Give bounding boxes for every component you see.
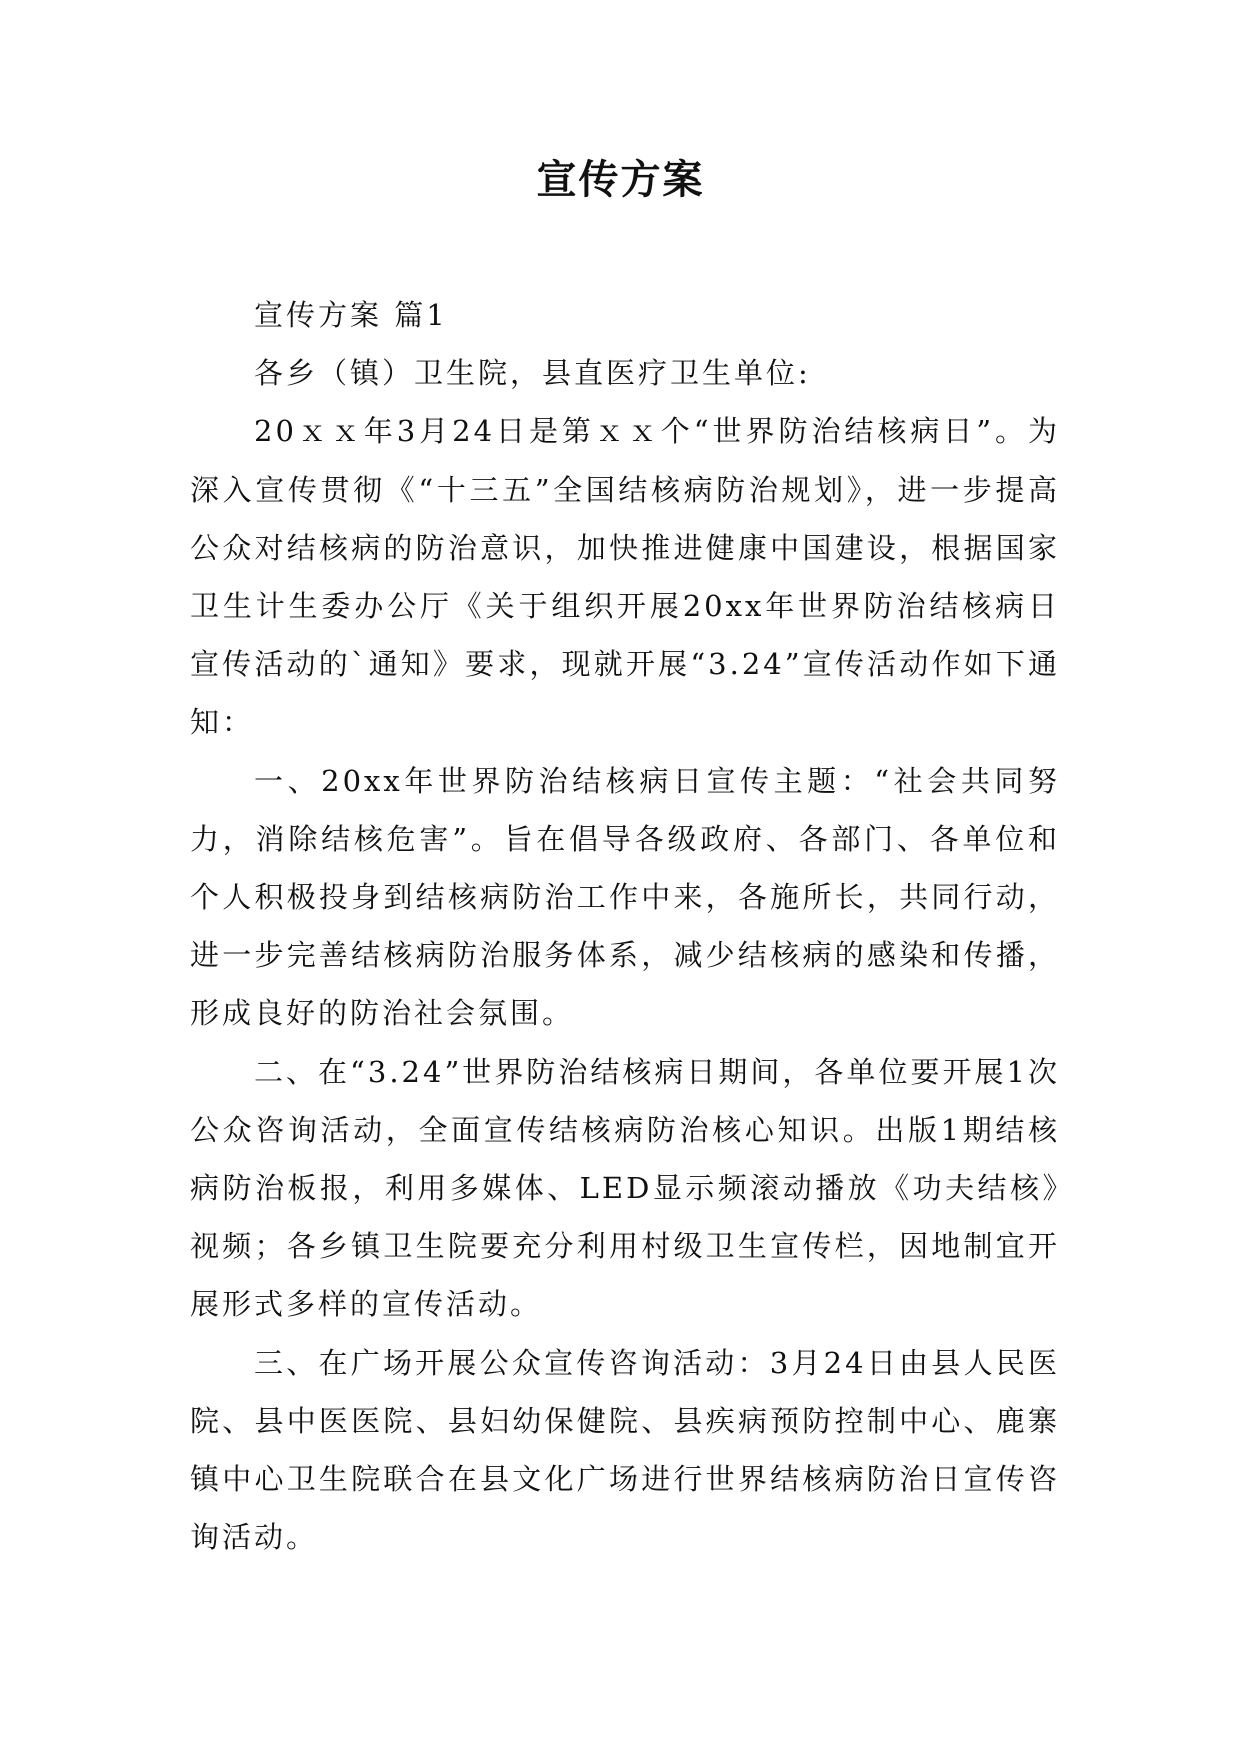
item-two-paragraph: 二、在“3.24”世界防治结核病日期间，各单位要开展1次公众咨询活动，全面宣传结核病防治核心知识。出版1期结核病防治板报，利用多媒体、LED显示频滚动播放《功夫结核》视频；各乡镇卫生院要充分利用村级卫生宣传栏，因地制宜开展形式多样的宣传活动。: [190, 1054, 1060, 1322]
document-title: 宣传方案: [536, 156, 705, 203]
intro-paragraph: 20ｘｘ年3月24日是第ｘｘ个“世界防治结核病日”。为深入宣传贯彻《“十三五”全国结核病防治规划》，进一步提高公众对结核病的防治意识，加快推进健康中国建设，根据国家卫生计生委办公厅《关于组织开展20xx年世界防治结核病日宣传活动的`通知》要求，现就开展“3.24”宣传活动作如下通知：: [190, 414, 1060, 740]
document-body: [190, 286, 1060, 1566]
salutation: 各乡（镇）卫生院，县直医疗卫生单位:: [254, 356, 811, 391]
section-heading: 宣传方案 篇1: [254, 298, 448, 332]
item-one-paragraph: 一、20xx年世界防治结核病日宣传主题：“社会共同努力，消除结核危害”。旨在倡导各级政府、各部门、各单位和个人积极投身到结核病防治工作中来，各施所长，共同行动，进一步完善结核病防治服务体系，减少结核病的感染和传播，形成良好的防治社会氛围。: [190, 763, 1060, 1031]
item-three-paragraph: 三、在广场开展公众宣传咨询活动：3月24日由县人民医院、县中医医院、县妇幼保健院、县疾病预防控制中心、鹿寨镇中心卫生院联合在县文化广场进行世界结核病防治日宣传咨询活动。: [190, 1345, 1060, 1555]
